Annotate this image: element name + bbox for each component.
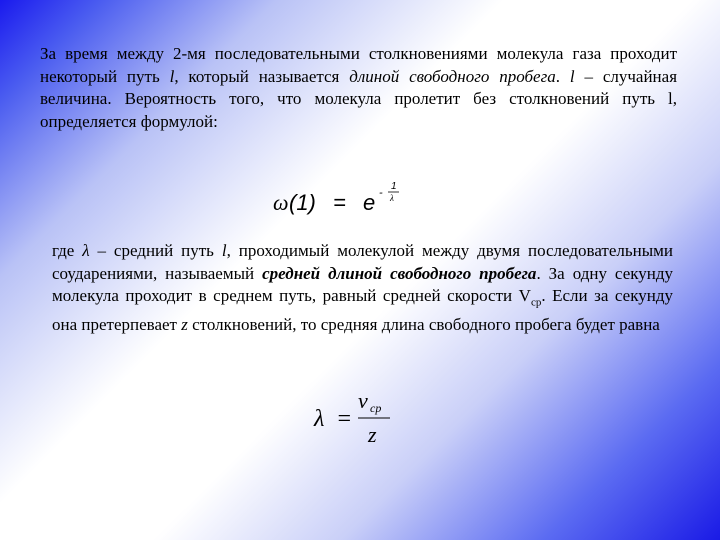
omega-symbol: ω: [273, 190, 289, 215]
term-mean-free-path: средней длиной свободного пробега: [262, 263, 537, 283]
lambda-symbol: λ: [314, 406, 325, 432]
text-span: . Если за секунду она претерпевает: [52, 286, 673, 334]
var-l: l: [169, 66, 175, 86]
text-span: – случайная величина. Вероятность того, что молекула пролетит без столкновений путь l, определяется формулой:: [40, 66, 678, 131]
var-z: z: [181, 314, 188, 334]
exp-denominator: λ: [390, 193, 394, 203]
numerator-v: v: [358, 390, 368, 413]
text-span: . За одну секунду молекула проходит в среднем путь, равный средней скорости V: [52, 263, 674, 305]
term-mean-free-path: длиной свободного пробега: [349, 66, 556, 86]
var-lambda: λ: [82, 241, 90, 260]
exp-minus: -: [379, 187, 383, 199]
numerator-subscript: ср: [370, 401, 382, 415]
exp-base: e: [363, 190, 376, 215]
denominator-z: z: [368, 422, 377, 447]
text-span: – средний путь: [89, 241, 222, 260]
text-span: За время между 2-мя последовательными столкновениями молекула газа проходит некоторый путь: [40, 44, 677, 86]
intro-paragraph: [40, 43, 677, 133]
exp-numerator: 1: [391, 181, 397, 192]
text-span: , проходимый молекулой между двумя последовательными соударениями, называемый: [52, 241, 674, 283]
text-span: .: [555, 66, 570, 86]
lhs-argument: (1): [289, 190, 316, 215]
text-span: где: [52, 241, 83, 260]
velocity-subscript: ср: [530, 296, 542, 309]
text-span: , который называется: [174, 66, 350, 86]
explanation-paragraph: [52, 240, 673, 336]
equals-sign: =: [333, 190, 346, 215]
var-l: l: [221, 241, 227, 260]
equals-sign: =: [336, 406, 353, 432]
var-l: l: [569, 66, 575, 86]
text-span: столкновений, то средняя длина свободного пробега будет равна: [187, 314, 660, 334]
mean-free-path-formula: [312, 390, 412, 450]
probability-formula: [273, 178, 433, 218]
